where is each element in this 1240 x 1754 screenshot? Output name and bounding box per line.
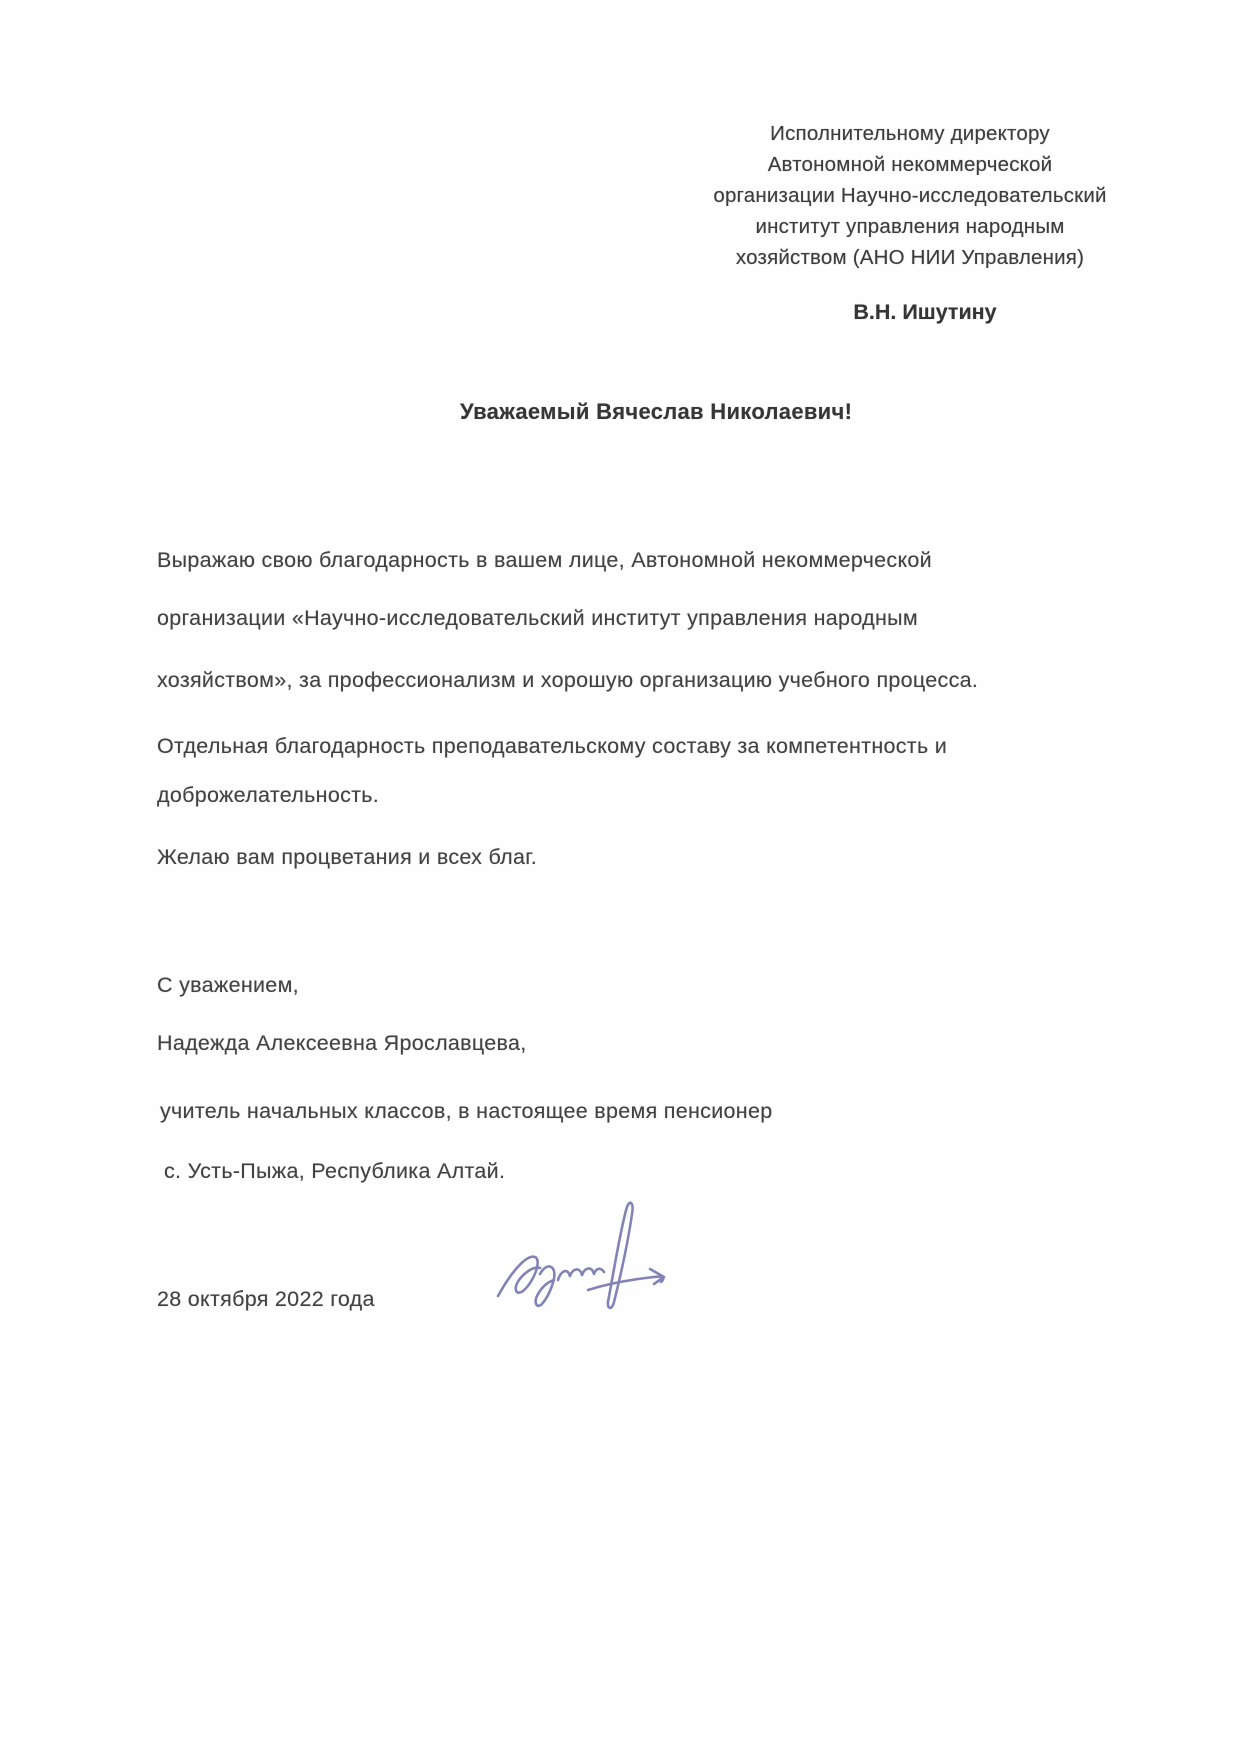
body-line: Отдельная благодарность преподавательскому составу за компетентность и	[157, 734, 948, 758]
recipient-line: хозяйством (АНО НИИ Управления)	[735, 246, 1085, 269]
closing-occupation: учитель начальных классов, в настоящее время пенсионер	[160, 1099, 773, 1123]
body-line: Выражаю свою благодарность в вашем лице, Автономной некоммерческой	[157, 548, 932, 572]
recipient-line: институт управления народным	[755, 215, 1065, 238]
closing-regards: С уважением,	[157, 973, 299, 997]
body-line: Желаю вам процветания и всех благ.	[157, 845, 538, 869]
signature-image	[488, 1198, 678, 1323]
body-line: доброжелательность.	[157, 783, 380, 807]
recipient-line: организации Научно-исследовательский	[713, 184, 1107, 207]
closing-location: с. Усть-Пыжа, Республика Алтай.	[164, 1159, 506, 1183]
recipient-address-block	[640, 118, 1180, 273]
closing-name: Надежда Алексеевна Ярославцева,	[157, 1031, 527, 1055]
recipient-name: В.Н. Ишутину	[853, 300, 997, 324]
body-line: организации «Научно-исследовательский институт управления народным	[157, 606, 918, 630]
salutation: Уважаемый Вячеслав Николаевич!	[460, 399, 853, 424]
recipient-line: Автономной некоммерческой	[767, 153, 1053, 176]
body-line: хозяйством», за профессионализм и хорошую организацию учебного процесса.	[157, 668, 979, 692]
recipient-line: Исполнительному директору	[770, 122, 1050, 145]
date-text: 28 октября 2022 года	[157, 1287, 375, 1311]
